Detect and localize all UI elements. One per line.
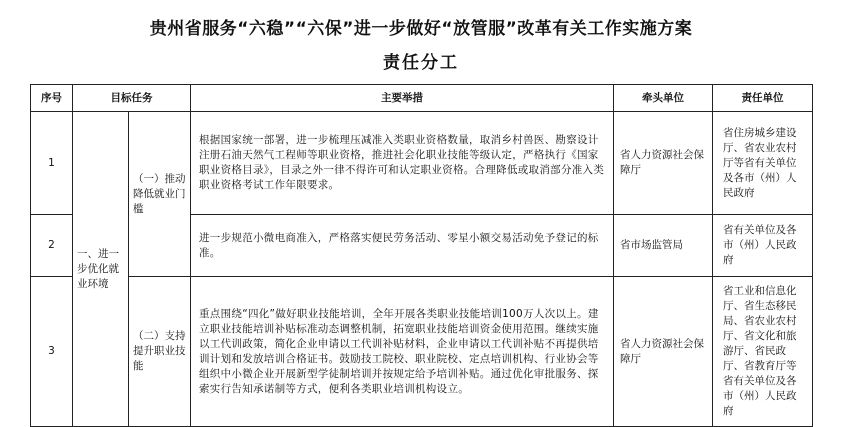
header-measures: 主要举措 — [191, 85, 614, 112]
header-lead: 牵头单位 — [614, 85, 713, 112]
header-responsible: 责任单位 — [713, 85, 813, 112]
header-num: 序号 — [31, 85, 73, 112]
header-target: 目标任务 — [73, 85, 191, 112]
subtask-cell: （二）支持提升职业技能 — [129, 277, 191, 427]
measures-cell: 重点围绕“四化”做好职业技能培训，全年开展各类职业技能培训100万人次以上。建立职业技能培训补贴标准动态调整机制，拓宽职业技能培训资金使用范围。继续实施以工代训政策，简化企业申请以工代训补贴材料，企业申请以工代训补贴不再提供培训计划和发放培训合格证书。鼓励技工院校、职业院校、定点培训机构、行业协会等组织中小微企业开展新型学徒制培训并按规定给予培训补贴。通过优化审批服务、探索实行告知承诺制等方式，便利各类职业培训机构设立。 — [191, 277, 614, 427]
lead-unit-cell: 省人力资源社会保障厅 — [614, 112, 713, 215]
measures-cell: 根据国家统一部署，进一步梳理压减准入类职业资格数量，取消乡村兽医、勘察设计注册石油天然气工程师等职业资格，推进社会化职业技能等级认定，严格执行《国家职业资格目录》，目录之外一律不得许可和认定职业资格。合理降低或取消部分准入类职业资格考试工作年限要求。 — [191, 112, 614, 215]
row-number: 1 — [31, 112, 73, 215]
subtask-cell: （一）推动降低就业门槛 — [129, 112, 191, 277]
responsible-unit-cell: 省工业和信息化厅、省生态移民局、省农业农村厅、省文化和旅游厅、省民政厅、省教育厅等省有关单位及各市（州）人民政府 — [713, 277, 813, 427]
lead-unit-cell: 省市场监管局 — [614, 215, 713, 277]
responsible-unit-cell: 省住房城乡建设厅、省农业农村厅等省有关单位及各市（州）人民政府 — [713, 112, 813, 215]
lead-unit-cell: 省人力资源社会保障厅 — [614, 277, 713, 427]
responsibility-table — [30, 84, 813, 427]
row-number: 3 — [31, 277, 73, 427]
responsible-unit-cell: 省有关单位及各市（州）人民政府 — [713, 215, 813, 277]
category-cell: 一、进一步优化就业环境 — [73, 112, 129, 427]
table-row — [31, 112, 813, 215]
document-title: 贵州省服务“六稳”“六保”进一步做好“放管服”改革有关工作实施方案 — [149, 19, 693, 39]
row-number: 2 — [31, 215, 73, 277]
table-header-row — [31, 85, 813, 112]
document-subtitle: 责任分工 — [383, 53, 459, 73]
measures-cell: 进一步规范小微电商准入，严格落实便民劳务活动、零星小额交易活动免予登记的标准。 — [191, 215, 614, 277]
table-row — [31, 277, 813, 427]
